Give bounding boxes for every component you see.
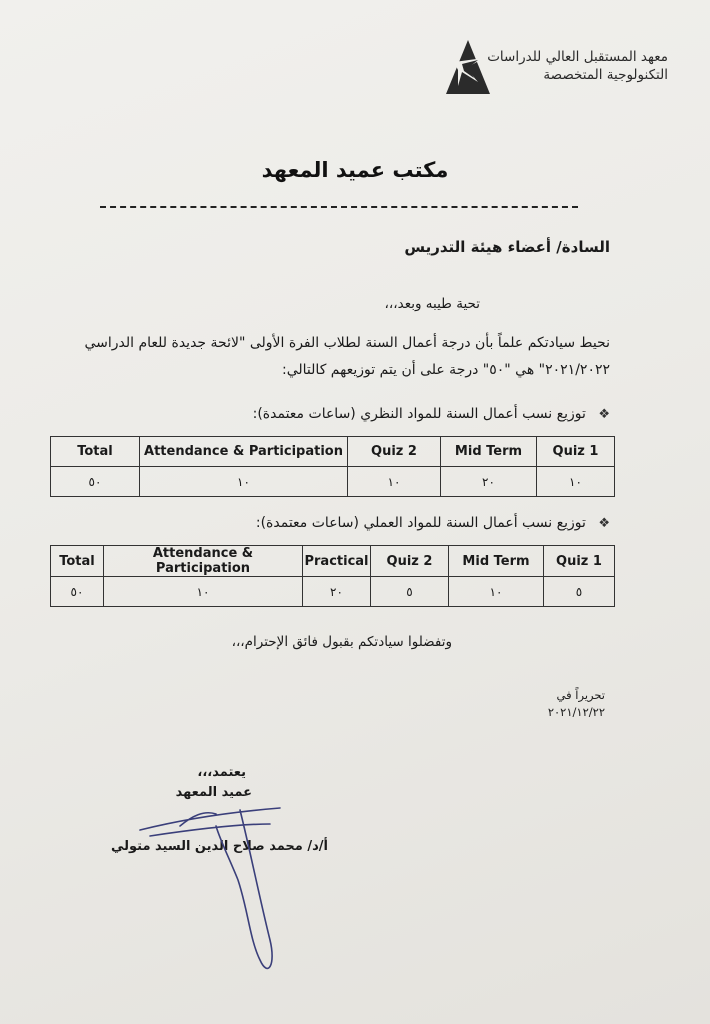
column-header: Quiz 1 bbox=[537, 437, 615, 467]
table-cell: ١٠ bbox=[348, 467, 441, 497]
table-row bbox=[51, 467, 615, 497]
table-cell: ١٠ bbox=[449, 577, 544, 607]
office-title: مكتب عميد المعهد bbox=[261, 158, 449, 182]
column-header: Total bbox=[51, 546, 104, 577]
theory-heading-text: توزيع نسب أعمال السنة للمواد النظري (ساعات معتمدة): bbox=[252, 406, 586, 422]
column-header: Quiz 2 bbox=[371, 546, 449, 577]
practical-heading-text: توزيع نسب أعمال السنة للمواد العملي (ساعات معتمدة): bbox=[255, 515, 586, 531]
theory-grades-table bbox=[50, 436, 615, 497]
table-cell: ١٠ bbox=[104, 577, 303, 607]
closing-line: وتفضلوا سيادتكم بقبول فائق الإحترام،،، bbox=[231, 634, 452, 650]
approval-label: يعتمد،،، bbox=[197, 765, 246, 780]
handwritten-signature bbox=[120, 790, 300, 980]
column-header: Quiz 1 bbox=[544, 546, 615, 577]
table-cell: ٥ bbox=[544, 577, 615, 607]
institute-name-line1: معهد المستقبل العالي للدراسات bbox=[487, 49, 668, 65]
diamond-bullet-icon: ❖ bbox=[598, 407, 610, 422]
theory-heading bbox=[253, 406, 610, 422]
column-header: Mid Term bbox=[449, 546, 544, 577]
table-header-row bbox=[51, 546, 615, 577]
written-date: ٢٠٢١/١٢/٢٢ bbox=[547, 705, 605, 719]
written-date-block bbox=[548, 687, 605, 721]
table-cell: ٢٠ bbox=[303, 577, 371, 607]
practical-grades-table bbox=[50, 545, 615, 607]
column-header: Attendance & Participation bbox=[104, 546, 303, 577]
table-header-row bbox=[51, 437, 615, 467]
column-header: Practical bbox=[303, 546, 371, 577]
greeting: تحية طيبه وبعد،،، bbox=[384, 296, 480, 312]
body-line1: نحيط سيادتكم علماً بأن درجة أعمال السنة لطلاب الفرة الأولى "لائحة جديدة للعام الدراسي bbox=[84, 335, 610, 351]
practical-heading bbox=[256, 515, 610, 531]
table-cell: ١٠ bbox=[537, 467, 615, 497]
column-header: Attendance & Participation bbox=[140, 437, 348, 467]
column-header: Total bbox=[51, 437, 140, 467]
body-paragraph bbox=[20, 330, 610, 384]
institute-name bbox=[448, 48, 668, 84]
table-cell: ٢٠ bbox=[441, 467, 537, 497]
table-row bbox=[51, 577, 615, 607]
table-cell: ١٠ bbox=[140, 467, 348, 497]
dashed-divider bbox=[100, 206, 578, 208]
table-cell: ٥٠ bbox=[51, 577, 104, 607]
table-cell: ٥ bbox=[371, 577, 449, 607]
column-header: Quiz 2 bbox=[348, 437, 441, 467]
column-header: Mid Term bbox=[441, 437, 537, 467]
institute-name-line2: التكنولوجية المتخصصة bbox=[543, 67, 668, 83]
table-cell: ٥٠ bbox=[51, 467, 140, 497]
written-label: تحريراً في bbox=[556, 688, 605, 702]
dean-name: أ/د/ محمد صلاح الدين السيد متولي bbox=[110, 839, 328, 854]
body-line2: ٢٠٢١/٢٠٢٢" هي "٥٠" درجة على أن يتم توزيعهم كالتالي: bbox=[282, 362, 610, 378]
addressee: السادة/ أعضاء هيئة التدريس bbox=[404, 238, 610, 256]
dean-title: عميد المعهد bbox=[175, 785, 252, 800]
diamond-bullet-icon: ❖ bbox=[598, 516, 610, 531]
